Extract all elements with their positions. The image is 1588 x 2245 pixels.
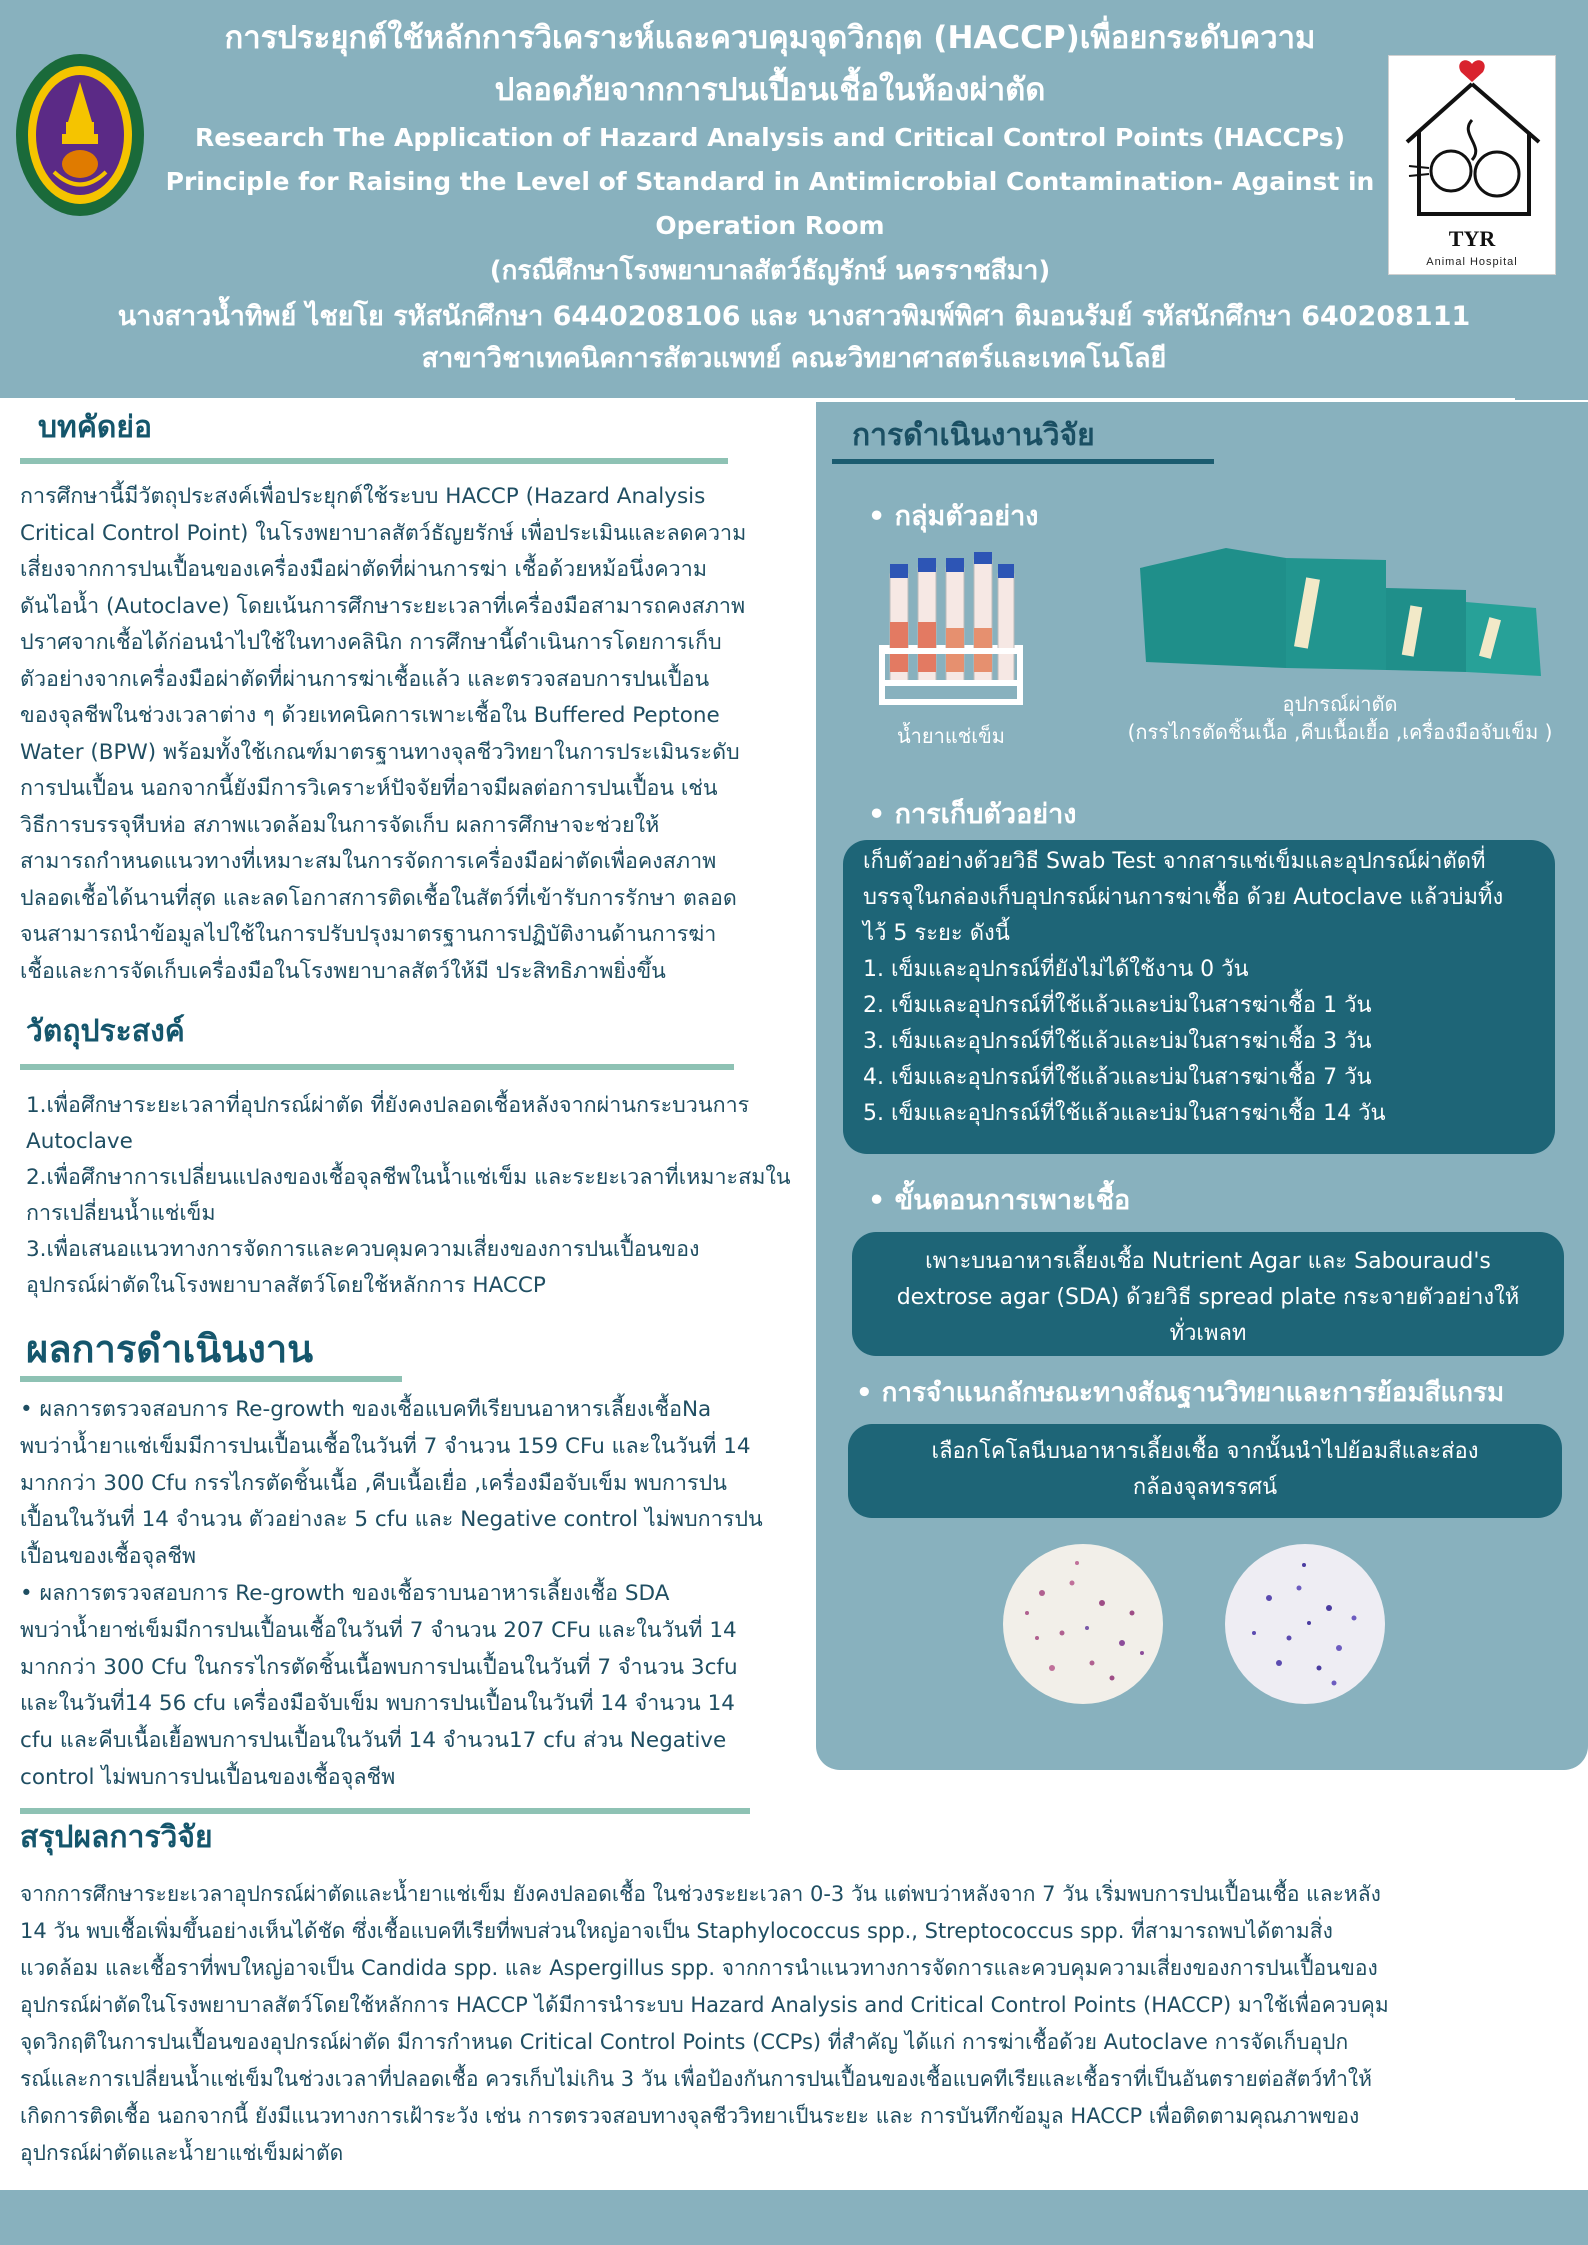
objective-line: 1.เพื่อศึกษาระยะเวลาที่อุปกรณ์ผ่าตัด ที่ยังคงปลอดเชื้อหลังจากผ่านกระบวนการ xyxy=(26,1093,750,1118)
objectives-underline xyxy=(20,1064,734,1070)
title-block xyxy=(160,12,1380,294)
conclusion-line: 14 วัน พบเชื้อเพิ่มขึ้นอย่างเห็นได้ชัด ซึ่งเชื้อแบคทีเรียที่พบส่วนใหญ่อาจเป็น Staphylococcus spp., Streptococcus spp. ที่สามารถพบได้ตามสิ่ง xyxy=(20,1919,1333,1943)
title-english-line-3: Operation Room xyxy=(655,211,885,240)
abstract-line: ปลอดเชื้อได้นานที่สุด และลดโอกาสการติดเชื้อในสัตว์ที่เข้ารับการรักษา ตลอด xyxy=(20,885,737,911)
conclusion-body xyxy=(20,1876,1508,2172)
abstract-line: จนสามารถนำข้อมูลไปใช้ในการปรับปรุงมาตรฐานการปฏิบัติงานด้านการฆ่า xyxy=(20,922,717,947)
collection-line: 5. เข็มและอุปกรณ์ที่ใช้แล้วและบ่มในสารฆ่าเชื้อ 14 วัน xyxy=(863,1101,1386,1126)
objective-line: อุปกรณ์ผ่าตัดในโรงพยาบาลสัตว์โดยใช้หลักการ HACCP xyxy=(26,1273,546,1298)
morphology-box xyxy=(848,1424,1562,1518)
title-thai-line-2: ปลอดภัยจากการปนเปื้อนเชื้อในห้องผ่าตัด xyxy=(494,72,1046,108)
abstract-line: การปนเปื้อน นอกจากนี้ยังมีการวิเคราะห์ปัจจัยที่อาจมีผลต่อการปนเปื้อน เช่น xyxy=(20,776,718,801)
culture-line: เพาะบนอาหารเลี้ยงเชื้อ Nutrient Agar และ Sabouraud's xyxy=(925,1249,1491,1274)
department-line: สาขาวิชาเทคนิคการสัตวแพทย์ คณะวิทยาศาสตร์และเทคโนโลยี xyxy=(421,343,1167,374)
title-english-line-1: Research The Application of Hazard Analysis and Critical Control Points (HACCPs) xyxy=(194,123,1346,152)
collection-line: บรรจุในกล่องเก็บอุปกรณ์ผ่านการฆ่าเชื้อ ด้วย Autoclave แล้วบ่มทิ้ง xyxy=(863,885,1504,910)
conclusion-heading: สรุปผลการวิจัย xyxy=(20,1820,213,1855)
collection-line: 3. เข็มและอุปกรณ์ที่ใช้แล้วและบ่มในสารฆ่าเชื้อ 3 วัน xyxy=(863,1029,1372,1054)
conclusion-line: อุปกรณ์ผ่าตัดและน้ำยาแช่เข็มผ่าตัด xyxy=(20,2141,344,2165)
gram-stain-microscope-image-2 xyxy=(1224,1543,1386,1705)
results-line: control ไม่พบการปนเปื้อนของเชื้อจุลชีพ xyxy=(20,1764,396,1790)
case-study-line: (กรณีศึกษาโรงพยาบาลสัตว์ธัญรักษ์ นครราชสีมา) xyxy=(489,256,1051,286)
results-line: • ผลการตรวจสอบการ Re-growth ของเชื้อราบนอาหารเลี้ยงเชื้อ SDA xyxy=(20,1580,670,1606)
results-line: มากกว่า 300 Cfu ในกรรไกรตัดชิ้นเนื้อพบการปนเปื้อนในวันที่ 7 จำนวน 3cfu xyxy=(20,1654,738,1680)
abstract-underline xyxy=(20,458,728,464)
collection-line: 2. เข็มและอุปกรณ์ที่ใช้แล้วและบ่มในสารฆ่าเชื้อ 1 วัน xyxy=(863,993,1372,1018)
university-seal-logo xyxy=(14,52,146,218)
morphology-heading: • การจำแนกลักษณะทางสัณฐานวิทยาและการย้อมสีแกรม xyxy=(856,1378,1505,1408)
poster-footer xyxy=(0,2190,1588,2245)
culture-line: dextrose agar (SDA) ด้วยวิธี spread plate กระจายตัวอย่างให้ xyxy=(896,1285,1520,1310)
needle-solution-caption: น้ำยาแช่เข็ม xyxy=(896,724,1005,748)
abstract-line: ของจุลชีพในช่วงเวลาต่าง ๆ ด้วยเทคนิคการเพาะเชื้อใน Buffered Peptone xyxy=(20,703,720,728)
objectives-list xyxy=(26,1088,816,1304)
collection-line: เก็บตัวอย่างด้วยวิธี Swab Test จากสารแช่เข็มและอุปกรณ์ผ่าตัดที่ xyxy=(863,849,1486,874)
poster-header xyxy=(0,0,1588,400)
needle-solution-tubes-image xyxy=(876,552,1026,712)
results-line: และในวันที่14 56 cfu เครื่องมือจับเข็ม พบการปนเปื้อนในวันที่ 14 จำนวน 14 xyxy=(20,1691,735,1717)
abstract-line: วิธีการบรรจุหีบห่อ สภาพแวดล้อมในการจัดเก็บ ผลการศึกษาจะช่วยให้ xyxy=(20,812,660,838)
abstract-line: เชื้อและการจัดเก็บเครื่องมือในโรงพยาบาลสัตว์ให้มี ประสิทธิภาพยิ่งขึ้น xyxy=(20,958,666,984)
logo-brand-text: TYR xyxy=(1448,226,1496,251)
morphology-line: เลือกโคโลนีบนอาหารเลี้ยงเชื้อ จากนั้นนำไปย้อมสีและส่อง xyxy=(931,1439,1479,1464)
results-line: มากกว่า 300 Cfu กรรไกรตัดชิ้นเนื้อ ,คีบเนื้อเยื่อ ,เครื่องมือจับเข็ม พบการปน xyxy=(20,1470,727,1496)
abstract-line: สามารถกำหนดแนวทางที่เหมาะสมในการจัดการเครื่องมือผ่าตัดเพื่อคงสภาพ xyxy=(20,849,717,874)
conclusion-line: รณ์และการเปลี่ยนน้ำแช่เข็มในช่วงเวลาที่ปลอดเชื้อ ควรเก็บไม่เกิน 3 วัน เพื่อป้องกันการปนเปื้อนของเชื้อแบคทีเรียและเชื้อราที่เป็นอันตรายต่อสัตว์ทำให้ xyxy=(20,2067,1372,2091)
conclusion-line: จากการศึกษาระยะเวลาอุปกรณ์ผ่าตัดและน้ำยาแช่เข็ม ยังคงปลอดเชื้อ ในช่วงระยะเวลา 0-3 วัน แต่พบว่าหลังจาก 7 วัน เริ่มพบการปนเปื้อนเชื้อ และหลัง xyxy=(20,1882,1381,1906)
abstract-line: ปราศจากเชื้อได้ก่อนนำไปใช้ในทางคลินิก การศึกษานี้ดำเนินการโดยการเก็บ xyxy=(20,630,722,655)
title-thai-line-1: การประยุกต์ใช้หลักการวิเคราะห์และควบคุมจุดวิกฤต (HACCP)เพื่อยกระดับความ xyxy=(224,20,1316,56)
objective-line: 2.เพื่อศึกษาการเปลี่ยนแปลงของเชื้อจุลชีพในน้ำแช่เข็ม และระยะเวลาที่เหมาะสมใน xyxy=(26,1165,791,1190)
collection-line: 4. เข็มและอุปกรณ์ที่ใช้แล้วและบ่มในสารฆ่าเชื้อ 7 วัน xyxy=(863,1065,1372,1090)
conclusion-line: จุดวิกฤติในการปนเปื้อนของอุปกรณ์ผ่าตัด มีการกำหนด Critical Control Points (CCPs) ที่สำคัญ ได้แก่ การฆ่าเชื้อด้วย Autoclave การจัดเก็บอุปก xyxy=(20,2030,1349,2054)
results-line: • ผลการตรวจสอบการ Re-growth ของเชื้อแบคทีเรียบนอาหารเลี้ยงเชื้อNa xyxy=(20,1397,712,1422)
title-english-line-2: Principle for Raising the Level of Standard in Antimicrobial Contamination- Against in xyxy=(165,167,1375,196)
objective-line: 3.เพื่อเสนอแนวทางการจัดการและควบคุมความเสี่ยงของการปนเปื้อนของ xyxy=(26,1237,700,1262)
abstract-line: Water (BPW) พร้อมทั้งใช้เกณฑ์มาตรฐานทางจุลชีววิทยาในการประเมินระดับ xyxy=(20,739,740,765)
collection-heading: • การเก็บตัวอย่าง xyxy=(868,799,1077,830)
results-body xyxy=(20,1392,810,1797)
instrument-caption-line-1: อุปกรณ์ผ่าตัด xyxy=(1282,692,1398,716)
results-underline xyxy=(20,1376,402,1382)
research-heading-underline xyxy=(832,459,1214,464)
research-heading: การดำเนินงานวิจัย xyxy=(852,418,1095,453)
animal-hospital-logo xyxy=(1388,55,1556,275)
abstract-line: การศึกษานี้มีวัตถุประสงค์เพื่อประยุกต์ใช้ระบบ HACCP (Hazard Analysis xyxy=(20,484,706,509)
results-line: เปื้อนของเชื้อจุลชีพ xyxy=(20,1544,197,1570)
objectives-heading: วัตถุประสงค์ xyxy=(26,1014,185,1049)
culture-line: ทั่วเพลท xyxy=(1169,1321,1247,1346)
surgical-instrument-packs-image xyxy=(1136,538,1546,678)
results-heading: ผลการดำเนินงาน xyxy=(26,1327,314,1371)
authors-block xyxy=(0,296,1588,380)
conclusion-line: อุปกรณ์ผ่าตัดในโรงพยาบาลสัตว์โดยใช้หลักการ HACCP ได้มีการนำระบบ Hazard Analysis and Critical Control Points (HACCP) มาใช้เพื่อควบคุม xyxy=(20,1993,1389,2017)
conclusion-line: เกิดการติดเชื้อ นอกจากนี้ ยังมีแนวทางการเฝ้าระวัง เช่น การตรวจสอบทางจุลชีววิทยาเป็นระยะ และ การบันทึกข้อมูล HACCP เพื่อติดตามคุณภาพของ xyxy=(20,2104,1360,2128)
collection-line: 1. เข็มและอุปกรณ์ที่ยังไม่ได้ใช้งาน 0 วัน xyxy=(863,957,1249,982)
abstract-line: ดันไอน้ำ (Autoclave) โดยเน้นการศึกษาระยะเวลาที่เครื่องมือสามารถคงสภาพ xyxy=(20,593,746,619)
abstract-heading: บทคัดย่อ xyxy=(38,410,152,445)
abstract-body xyxy=(20,479,792,990)
abstract-line: ตัวอย่างจากเครื่องมือผ่าตัดที่ผ่านการฆ่าเชื้อแล้ว และตรวจสอบการปนเปื้อน xyxy=(20,666,710,692)
gram-stain-microscope-image-1 xyxy=(1002,1543,1164,1705)
culture-heading: • ขั้นตอนการเพาะเชื้อ xyxy=(868,1185,1131,1216)
results-line: พบว่าน้ำยาแช่เข็มมีการปนเปื้อนเชื้อในวันที่ 7 จำนวน 159 CFu และในวันที่ 14 xyxy=(20,1433,751,1459)
logo-brand-subtext: Animal Hospital xyxy=(1426,256,1518,268)
collection-box xyxy=(843,840,1555,1154)
objective-line: การเปลี่ยนน้ำแช่เข็ม xyxy=(26,1201,216,1226)
sample-group-heading: • กลุ่มตัวอย่าง xyxy=(868,501,1039,532)
authors-line: นางสาวน้ำทิพย์ ไชยโย รหัสนักศึกษา 6440208106 และ นางสาวพิมพ์พิศา ติมอนรัมย์ รหัสนักศึกษา 640208111 xyxy=(117,301,1471,332)
results-line: เปื้อนในวันที่ 14 จำนวน ตัวอย่างละ 5 cfu และ Negative control ไม่พบการปน xyxy=(20,1507,763,1533)
instrument-caption-line-2: (กรรไกรตัดชิ้นเนื้อ ,คีบเนื้อเยื้อ ,เครื่องมือจับเข็ม ) xyxy=(1127,720,1553,744)
instrument-caption xyxy=(1110,690,1570,746)
collection-line: ไว้ 5 ระยะ ดังนี้ xyxy=(863,921,1010,946)
abstract-line: Critical Control Point) ในโรงพยาบาลสัตว์ธัญยรักษ์ เพื่อประเมินและลดความ xyxy=(20,520,747,546)
results-line: พบว่าน้ำยาช่เข็มมีการปนเปื้อนเชื้อในวันที่ 7 จำนวน 207 CFu และในวันที่ 14 xyxy=(20,1617,737,1643)
morphology-line: กล้องจุลทรรศน์ xyxy=(1132,1475,1278,1500)
objective-line: Autoclave xyxy=(26,1129,133,1154)
conclusion-line: แวดล้อม และเชื้อราที่พบใหญ่อาจเป็น Candida spp. และ Aspergillus spp. จากการนำแนวทางการจัดการและควบคุมความเสี่ยงของการปนเปื้อนของ xyxy=(20,1956,1378,1980)
abstract-line: เสี่ยงจากการปนเปื้อนของเครื่องมือผ่าตัดที่ผ่านการฆ่า เชื้อด้วยหม้อนึ่งความ xyxy=(20,557,708,582)
culture-box xyxy=(852,1232,1564,1356)
results-line: cfu และคีบเนื้อเยื้อพบการปนเปื้อนในวันที่ 14 จำนวน17 cfu ส่วน Negative xyxy=(20,1728,727,1754)
